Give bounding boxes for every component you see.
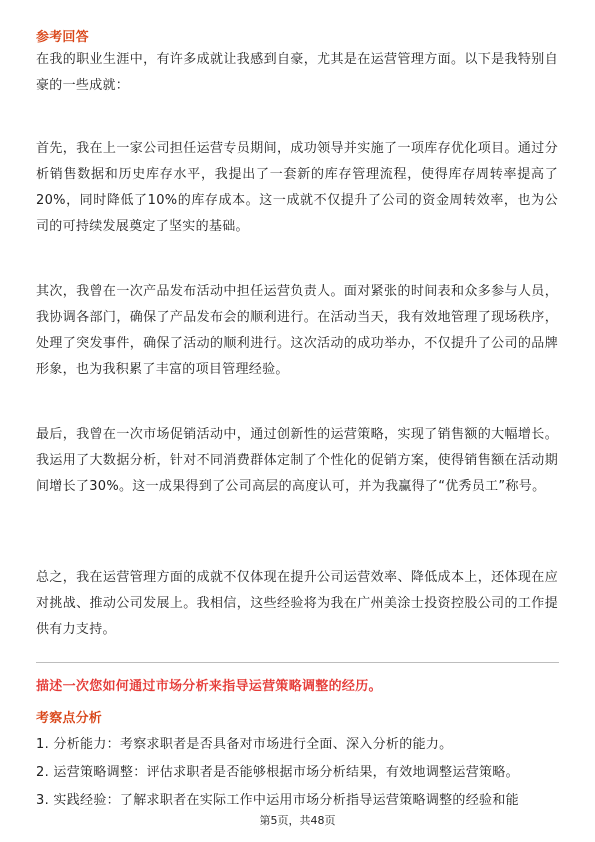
analysis-item-2: 2. 运营策略调整：评估求职者是否能够根据市场分析结果，有效地调整运营策略。 bbox=[36, 765, 519, 780]
page-number: 第5页，共48页 bbox=[259, 814, 336, 827]
answer-paragraph-1: 首先，我在上一家公司担任运营专员期间，成功领导并实施了一项库存优化项目。通过分析销售数据和历史库存水平，我提出了一套新的库存管理流程，使得库存周转率提高了20%，同时降低了10%的库存成本。这一成就不仅提升了公司的资金周转效率，也为公司的可持续发展奠定了坚实的基础。 bbox=[36, 141, 558, 234]
question-title: 描述一次您如何通过市场分析来指导运营策略调整的经历。 bbox=[36, 679, 382, 694]
answer-paragraph-2: 其次，我曾在一次产品发布活动中担任运营负责人。面对紧张的时间表和众多参与人员，我协调各部门，确保了产品发布会的顺利进行。在活动当天，我有效地管理了现场秩序，处理了突发事件，确保了活动的顺利进行。这次活动的成功举办，不仅提升了公司的品牌形象，也为我积累了丰富的项目管理经验。 bbox=[36, 284, 558, 377]
analysis-item-1: 1. 分析能力：考察求职者是否具备对市场进行全面、深入分析的能力。 bbox=[36, 737, 453, 752]
answer-paragraph-3: 最后，我曾在一次市场促销活动中，通过创新性的运营策略，实现了销售额的大幅增长。我运用了大数据分析，针对不同消费群体定制了个性化的促销方案，使得销售额在活动期间增长了30%。这一成果得到了公司高层的高度认可，并为我赢得了“优秀员工”称号。 bbox=[36, 427, 558, 494]
analysis-item-3: 3. 实践经验：了解求职者在实际工作中运用市场分析指导运营策略调整的经验和能 bbox=[36, 793, 519, 808]
section-divider bbox=[36, 662, 559, 663]
analysis-heading: 考察点分析 bbox=[36, 711, 103, 726]
answer-paragraph-4: 总之，我在运营管理方面的成就不仅体现在提升公司运营效率、降低成本上，还体现在应对挑战、推动公司发展上。我相信，这些经验将为我在广州美涂士投资控股公司的工作提供有力支持。 bbox=[36, 570, 558, 637]
answer-heading: 参考回答 bbox=[36, 30, 89, 45]
answer-intro: 在我的职业生涯中，有许多成就让我感到自豪，尤其是在运营管理方面。以下是我特别自豪的一些成就： bbox=[36, 52, 558, 93]
